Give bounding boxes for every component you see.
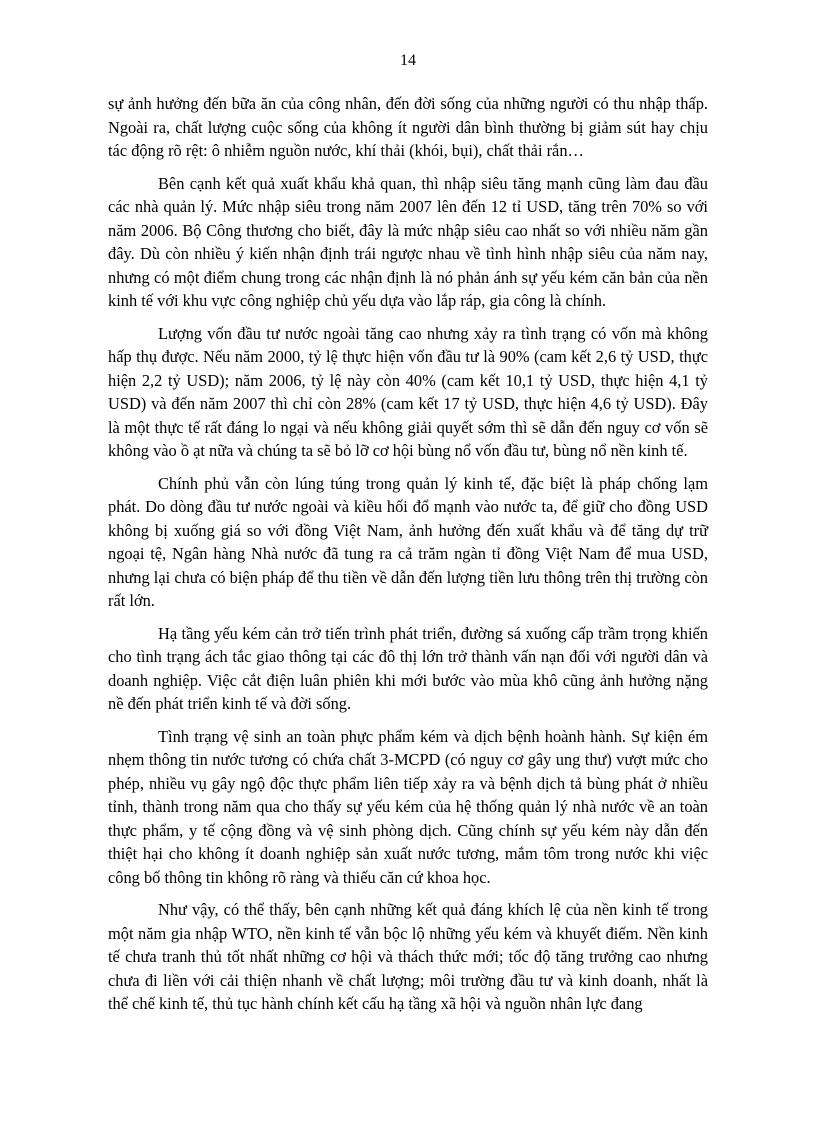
paragraph: Hạ tầng yếu kém cản trở tiến trình phát triển, đường sá xuống cấp trầm trọng khiến cho tình trạng ách tắc giao thông tại các đô thị lớn trở thành vấn nạn đối với người dân và doanh nghiệp. Việc cắt điện luân phiên khi mới bước vào mùa khô cũng ảnh hưởng nặng nề đến phát triển kinh tế và đời sống. [108, 623, 708, 713]
paragraph: sự ảnh hưởng đến bữa ăn của công nhân, đến đời sống của những người có thu nhập thấp. Ngoài ra, chất lượng cuộc sống của không ít người dân bình thường bị giảm sút hay chịu tác động rõ rệt: ô nhiễm nguồn nước, khí thải (khói, bụi), chất thải rắn… [108, 94, 708, 160]
page-number: 14 [400, 52, 416, 69]
paragraph: Bên cạnh kết quả xuất khẩu khả quan, thì nhập siêu tăng mạnh cũng làm đau đầu các nhà quản lý. Mức nhập siêu trong năm 2007 lên đến 12 tỉ USD, tăng trên 70% so với năm 2006. Bộ Công thương cho biết, đây là mức nhập siêu cao nhất so với nhiều năm gần đây. Dù còn nhiều ý kiến nhận định trái ngược nhau về tình hình nhập siêu của năm nay, nhưng có một điểm chung trong các nhận định là nó phản ánh sự yếu kém căn bản của nền kinh tế với khu vực công nghiệp chủ yếu dựa vào lắp ráp, gia công là chính. [108, 173, 708, 310]
paragraph: Tình trạng vệ sinh an toàn phực phẩm kém và dịch bệnh hoành hành. Sự kiện ém nhẹm thông tin nước tương có chứa chất 3-MCPD (có nguy cơ gây ung thư) vượt mức cho phép, nhiều vụ gây ngộ độc thực phẩm liên tiếp xảy ra và bệnh dịch tả bùng phát ở nhiều tỉnh, thành trong năm qua cho thấy sự yếu kém của hệ thống quản lý nhà nước về an toàn thực phẩm, y tế cộng đồng và vệ sinh phòng dịch. Cũng chính sự yếu kém này dẫn đến thiệt hại cho không ít doanh nghiệp sản xuất nước tương, mắm tôm trong nước khi việc công bố thông tin không rõ ràng và thiếu căn cứ khoa học. [108, 726, 708, 887]
body-text [108, 92, 708, 1025]
paragraph: Lượng vốn đầu tư nước ngoài tăng cao nhưng xảy ra tình trạng có vốn mà không hấp thụ được. Nếu năm 2000, tỷ lệ thực hiện vốn đầu tư là 90% (cam kết 2,6 tỷ USD, thực hiện 2,2 tỷ USD); năm 2006, tỷ lệ này còn 40% (cam kết 10,1 tỷ USD, thực hiện 4,1 tỷ USD) và đến năm 2007 thì chỉ còn 28% (cam kết 17 tỷ USD, thực hiện 4,6 tỷ USD). Đây là một thực tế rất đáng lo ngại và nếu không giải quyết sớm thì sẽ dẫn đến nguy cơ vốn sẽ không vào ồ ạt nữa và chúng ta sẽ bỏ lỡ cơ hội bùng nổ vốn đầu tư, bùng nổ nền kinh tế. [108, 323, 708, 460]
paragraph: Như vậy, có thể thấy, bên cạnh những kết quả đáng khích lệ của nền kinh tế trong một năm gia nhập WTO, nền kinh tế vẫn bộc lộ những yếu kém và khuyết điểm. Nền kinh tế chưa tranh thủ tốt nhất những cơ hội và thách thức mới; tốc độ tăng trưởng cao nhưng chưa đi liền với cải thiện nhanh về chất lượng; môi trường đầu tư và kinh doanh, nhất là thể chế kinh tế, thủ tục hành chính kết cấu hạ tầng xã hội và nguồn nhân lực đang [108, 900, 708, 1013]
paragraph: Chính phủ vẫn còn lúng túng trong quản lý kinh tế, đặc biệt là pháp chống lạm phát. Do dòng đầu tư nước ngoài và kiều hối đổ mạnh vào nước ta, để giữ cho đồng USD không bị xuống giá so với đồng Việt Nam, ảnh hưởng đến xuất khẩu và để tăng dự trữ ngoại tệ, Ngân hàng Nhà nước đã tung ra cả trăm ngàn tỉ đồng Việt Nam để mua USD, nhưng lại chưa có biện pháp để thu tiền về dẫn đến lượng tiền lưu thông trên thị trường còn rất lớn. [108, 473, 708, 610]
